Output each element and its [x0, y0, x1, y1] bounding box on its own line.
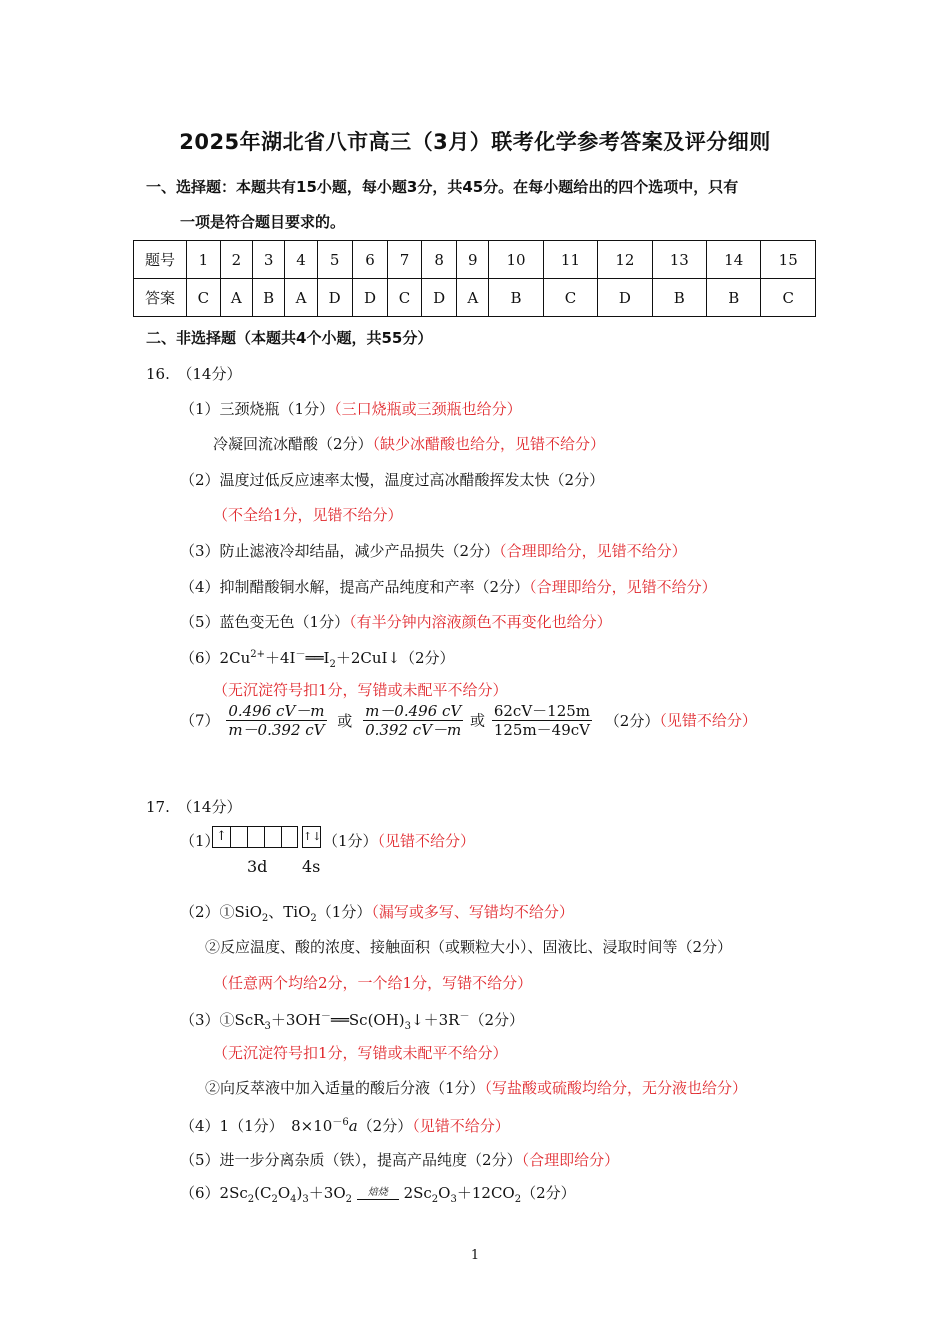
- q16-header: 16. （14分）: [146, 365, 242, 383]
- table-cell: 12: [598, 241, 652, 279]
- table-cell: D: [317, 279, 352, 317]
- reaction-condition: 焙烧: [367, 1187, 388, 1198]
- eq-part: ＋3OH: [270, 1011, 321, 1029]
- table-cell: 11: [543, 241, 597, 279]
- eq-part: （7）: [180, 711, 220, 730]
- eq-part: 、TiO: [268, 903, 311, 921]
- q16-p6-note: （无沉淀符号扣1分，写错或未配平不给分）: [213, 681, 508, 699]
- table-cell: B: [652, 279, 706, 317]
- table-cell: 5: [317, 241, 352, 279]
- q16-p4: [180, 576, 717, 597]
- score-text: （1分）: [316, 903, 372, 921]
- grading-note: （见错不给分）: [377, 832, 476, 850]
- orbital-4s-box: [302, 826, 321, 848]
- or-text: 或: [337, 711, 353, 730]
- table-row-numbers: [134, 241, 816, 279]
- table-cell: 15: [761, 241, 816, 279]
- eq-part: （6）2Cu: [180, 649, 251, 667]
- grading-note: （缺少冰醋酸也给分，见错不给分）: [372, 435, 606, 453]
- table-cell: 13: [652, 241, 706, 279]
- score-text: （2分）: [469, 1011, 524, 1029]
- q16-p1b: [213, 433, 605, 454]
- fraction-2: $\frac{m-0.496 cV}{0.392 cV-m}$: [365, 702, 462, 739]
- q16-p2: （2）温度过低反应速率太慢，温度过高冰醋酸挥发太快（2分）: [180, 471, 605, 489]
- q16-p1a: [180, 398, 522, 419]
- q17-p2b-note: （任意两个均给2分，一个给1分，写错不给分）: [213, 974, 533, 992]
- row-label: 答案: [134, 279, 187, 317]
- table-cell: 8: [421, 241, 456, 279]
- eq-sub: 2: [310, 913, 317, 924]
- table-cell: B: [707, 279, 761, 317]
- section1-heading-line2: 一项是符合题目要求的。: [180, 213, 346, 231]
- orbital-cell: ↑↓: [303, 830, 322, 843]
- score-text: （1分）: [323, 832, 378, 850]
- table-cell: 1: [187, 241, 221, 279]
- eq-part: ══I: [305, 649, 330, 667]
- label-3d: 3d: [247, 857, 268, 876]
- table-cell: C: [187, 279, 221, 317]
- table-cell: C: [388, 279, 422, 317]
- table-cell: A: [220, 279, 252, 317]
- eq-sub: 2: [329, 659, 336, 670]
- answer-text: （4）1（1分） 8×10: [180, 1117, 333, 1135]
- table-cell: 6: [352, 241, 387, 279]
- q16-p3: [180, 540, 687, 561]
- q16-p5: [180, 611, 612, 632]
- eq-part: ＋4I: [264, 649, 296, 667]
- orbital-cell: ↑: [213, 827, 231, 847]
- answer-text: （5）进一步分离杂质（铁），提高产品纯度（2分）: [180, 1151, 522, 1169]
- answer-text: 冷凝回流冰醋酸（2分）: [213, 435, 373, 453]
- table-cell: C: [761, 279, 816, 317]
- q17-p2b: ②反应温度、酸的浓度、接触面积（或颗粒大小）、固液比、浸取时间等（2分）: [205, 938, 733, 956]
- table-cell: 4: [285, 241, 317, 279]
- table-cell: 10: [489, 241, 543, 279]
- eq-sup: －: [320, 1011, 331, 1022]
- table-cell: 3: [252, 241, 285, 279]
- q17-header: 17. （14分）: [146, 798, 242, 816]
- eq-part: （3）①ScR: [180, 1011, 265, 1029]
- table-cell: 14: [707, 241, 761, 279]
- label-4s: 4s: [302, 857, 321, 876]
- eq-sup: 2+: [250, 649, 265, 660]
- table-cell: A: [457, 279, 489, 317]
- answer-text: ②向反萃液中加入适量的酸后分液（1分）: [205, 1079, 485, 1097]
- q17-p5: [180, 1149, 619, 1170]
- answer-text: （1）三颈烧瓶（1分）: [180, 400, 335, 418]
- grading-note: （合理即给分，见错不给分）: [529, 578, 717, 596]
- orbital-cell: [264, 827, 282, 847]
- table-cell: 7: [388, 241, 422, 279]
- q16-p6-equation: [180, 645, 455, 670]
- table-cell: D: [421, 279, 456, 317]
- variable: a: [348, 1117, 358, 1135]
- grading-note: （漏写或多写、写错均不给分）: [371, 903, 574, 921]
- answer-text: （4）抑制醋酸铜水解，提高产品纯度和产率（2分）: [180, 578, 530, 596]
- fraction-1: $\frac{0.496 cV-m}{m-0.392 cV}$: [228, 702, 325, 739]
- q16-p7-formula: [180, 702, 757, 739]
- eq-sub: 2: [261, 913, 269, 924]
- table-cell: C: [543, 279, 597, 317]
- eq-part: （6）2Sc: [180, 1184, 248, 1202]
- grading-note: （见错不给分）: [412, 1117, 510, 1135]
- eq-sub: 3: [404, 1021, 412, 1032]
- row-label: 题号: [134, 241, 187, 279]
- grading-note: （写盐酸或硫酸均给分，无分液也给分）: [484, 1079, 748, 1097]
- score-text: （2分）: [521, 1184, 576, 1202]
- q16-p2-note: （不全给1分，见错不给分）: [213, 506, 403, 524]
- grading-note: （合理即给分）: [521, 1151, 620, 1169]
- eq-part: ══Sc(OH): [330, 1011, 405, 1029]
- q17-p1-prefix: （1）: [180, 832, 220, 850]
- q17-p1-score: [323, 830, 475, 851]
- or-text: 或: [470, 711, 486, 730]
- eq-part: ＋2CuI↓（2分）: [335, 649, 455, 667]
- orbital-3d-box: [212, 826, 298, 848]
- eq-sup: －6: [332, 1117, 349, 1128]
- q17-p3b: [205, 1077, 747, 1098]
- table-cell: A: [285, 279, 317, 317]
- table-cell: B: [489, 279, 543, 317]
- grading-note: （有半分钟内溶液颜色不再变化也给分）: [349, 613, 612, 631]
- table-cell: D: [352, 279, 387, 317]
- fraction-3: $\frac{62cV-125m}{125m-49cV}$: [493, 702, 591, 739]
- q17-p6-equation: $(6)2Sc_2(C_2O_4)_3+3O_2$ 焙烧 $2Sc_2O_3+12CO_2(2$分）: [180, 1184, 576, 1205]
- grading-note: （见错不给分）: [659, 711, 757, 730]
- grading-note: （三口烧瓶或三颈瓶也给分）: [334, 400, 522, 418]
- answer-text: （5）蓝色变无色（1分）: [180, 613, 350, 631]
- eq-part: ↓＋3R: [411, 1011, 460, 1029]
- page-title: 2025年湖北省八市高三（3月）联考化学参考答案及评分细则: [179, 130, 771, 154]
- orbital-cell: [247, 827, 265, 847]
- score-text: （2分）: [357, 1117, 413, 1135]
- table-cell: D: [598, 279, 652, 317]
- reaction-arrow: [357, 1188, 399, 1200]
- orbital-cell: [281, 827, 299, 847]
- answer-text: （3）防止滤液冷却结晶，减少产品损失（2分）: [180, 542, 500, 560]
- q17-p3a-equation: [180, 1007, 524, 1032]
- section2-heading: 二、非选择题（本题共4个小题，共55分）: [146, 329, 433, 347]
- table-cell: 2: [220, 241, 252, 279]
- q17-p3a-note: （无沉淀符号扣1分，写错或未配平不给分）: [213, 1044, 508, 1062]
- answer-table: [133, 240, 816, 317]
- table-row-answers: [134, 279, 816, 317]
- table-cell: B: [252, 279, 285, 317]
- eq-sub: 3: [264, 1021, 271, 1032]
- eq-sup: －: [459, 1011, 470, 1022]
- q17-p4: [180, 1113, 510, 1136]
- orbital-cell: [230, 827, 248, 847]
- grading-note: （合理即给分，见错不给分）: [499, 542, 687, 560]
- eq-part: （2）①SiO: [180, 903, 262, 921]
- q17-p2a: [180, 901, 574, 924]
- table-cell: 9: [457, 241, 489, 279]
- section1-heading-line1: 一、选择题：本题共有15小题，每小题3分，共45分。在每小题给出的四个选项中，只有: [146, 178, 739, 196]
- score-text: （2分）: [604, 711, 660, 730]
- page-number: 1: [470, 1248, 480, 1263]
- eq-sup: －: [295, 649, 306, 660]
